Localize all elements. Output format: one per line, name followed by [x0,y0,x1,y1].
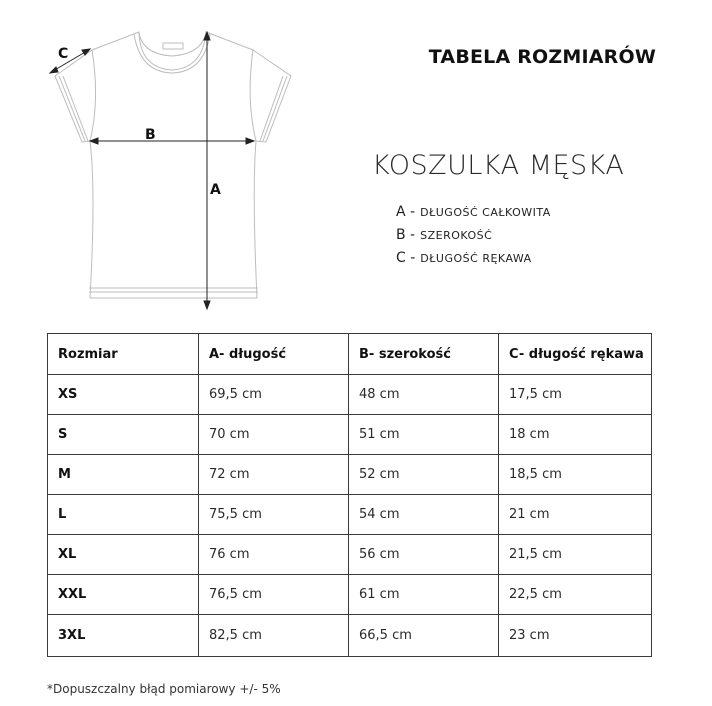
legend-item-c [396,250,551,273]
cell-length: 82,5 cm [199,615,349,657]
legend-key: B - [396,227,416,243]
product-subtitle: KOSZULKA MĘSKA [372,150,625,181]
measure-label-b: B [145,127,156,143]
cell-sleeve: 17,5 cm [499,375,652,415]
cell-size: XXL [48,575,199,615]
size-table [47,333,652,657]
cell-sleeve: 21 cm [499,495,652,535]
cell-width: 48 cm [349,375,499,415]
cell-size: XS [48,375,199,415]
cell-size: S [48,415,199,455]
shirt-outline [55,32,291,298]
measure-label-a: A [210,182,221,198]
header-size: Rozmiar [48,334,199,375]
legend-text: DŁUGOŚĆ RĘKAWA [420,252,532,265]
legend-key: A - [396,204,416,220]
table-row [48,415,652,455]
measure-label-c: C [58,46,69,62]
cell-length: 75,5 cm [199,495,349,535]
cell-length: 69,5 cm [199,375,349,415]
table-row [48,535,652,575]
cell-length: 70 cm [199,415,349,455]
table-row [48,495,652,535]
legend-item-a [396,204,551,227]
cell-length: 72 cm [199,455,349,495]
header-length: A- długość [199,334,349,375]
legend-key: C - [396,250,416,266]
table-row [48,575,652,615]
page-title: TABELA ROZMIARÓW [428,46,656,68]
cell-size: M [48,455,199,495]
measurement-footnote: *Dopuszczalny błąd pomiarowy +/- 5% [47,682,281,696]
shirt-collar [139,32,206,56]
cell-width: 51 cm [349,415,499,455]
arrow-head-b-right [246,138,254,144]
tshirt-diagram [0,20,300,320]
cell-width: 52 cm [349,455,499,495]
table-header-row [48,334,652,375]
cell-size: XL [48,535,199,575]
header-width: B- szerokość [349,334,499,375]
cell-width: 56 cm [349,535,499,575]
cell-width: 61 cm [349,575,499,615]
cell-size: 3XL [48,615,199,657]
cell-sleeve: 23 cm [499,615,652,657]
legend-text: DŁUGOŚĆ CAŁKOWITA [420,206,551,219]
table-row [48,375,652,415]
header-sleeve: C- długość rękawa [499,334,652,375]
cell-sleeve: 18,5 cm [499,455,652,495]
arrow-head-b-left [90,138,98,144]
cell-size: L [48,495,199,535]
arrow-head-c-left [50,67,58,73]
table-row [48,455,652,495]
cell-sleeve: 21,5 cm [499,535,652,575]
cell-sleeve: 18 cm [499,415,652,455]
legend-text: SZEROKOŚĆ [420,229,493,242]
legend-item-b [396,227,551,250]
arrow-head-a-bottom [204,301,210,309]
cell-width: 54 cm [349,495,499,535]
cell-length: 76,5 cm [199,575,349,615]
cell-width: 66,5 cm [349,615,499,657]
cell-sleeve: 22,5 cm [499,575,652,615]
measurement-legend [396,204,551,273]
table-row [48,615,652,657]
shirt-label [163,43,183,49]
cell-length: 76 cm [199,535,349,575]
